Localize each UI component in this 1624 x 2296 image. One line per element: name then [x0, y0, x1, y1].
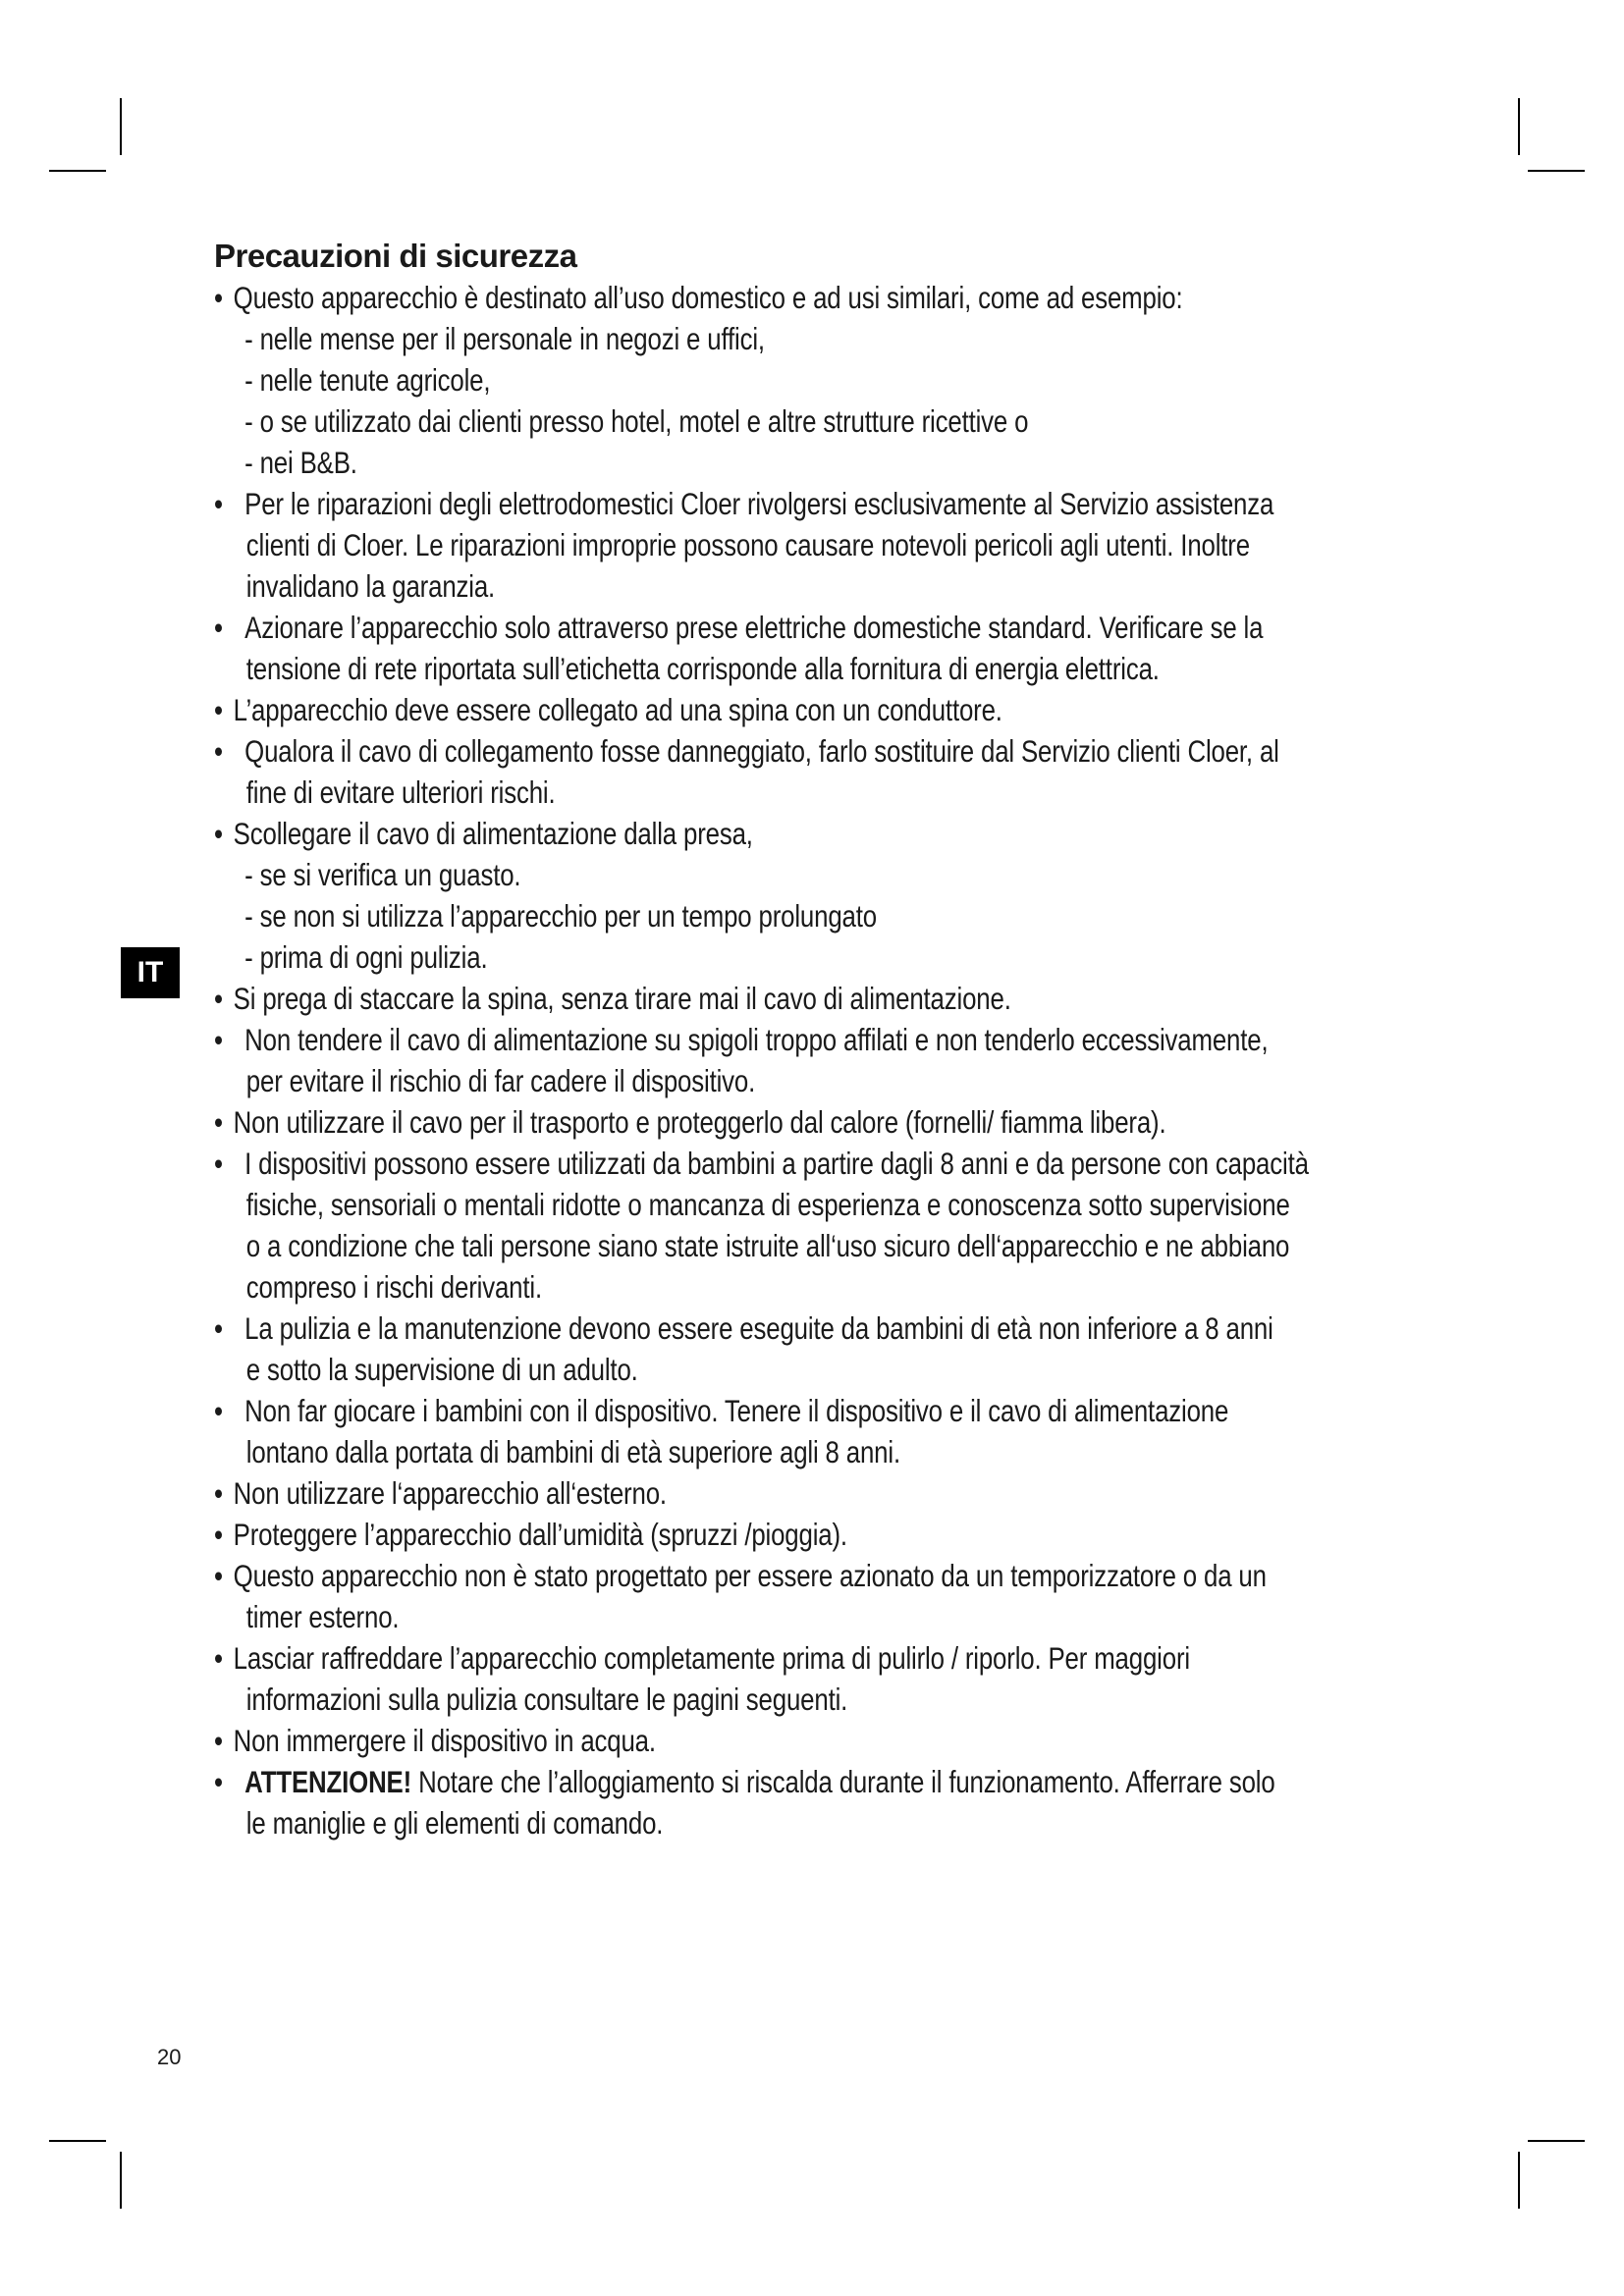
- bullet-line: • Per le riparazioni degli elettrodomestici Cloer rivolgersi esclusivamente al Servizio assistenza: [214, 486, 1274, 521]
- bullet-line: • Proteggere l’apparecchio dall’umidità (spruzzi /pioggia).: [214, 1517, 847, 1552]
- section-title: Precauzioni di sicurezza: [214, 238, 577, 274]
- safety-section: [214, 236, 1441, 1843]
- sub-item: - nei B&B.: [244, 445, 357, 480]
- sub-item: - prima di ogni pulizia.: [244, 939, 488, 975]
- warning-label: ATTENZIONE!: [244, 1764, 412, 1799]
- bullet-line: • Si prega di staccare la spina, senza tirare mai il cavo di alimentazione.: [214, 981, 1011, 1016]
- continuation-line: timer esterno.: [245, 1599, 400, 1634]
- continuation-line: invalidano la garanzia.: [245, 568, 496, 604]
- bullet-line: • I dispositivi possono essere utilizzati da bambini a partire dagli 8 anni e da persone con capacità: [214, 1146, 1309, 1181]
- crop-mark-top-left-h: [49, 170, 106, 172]
- bullet-line: • Azionare l’apparecchio solo attraverso prese elettriche domestiche standard. Verificare se la: [214, 610, 1264, 645]
- continuation-line: clienti di Cloer. Le riparazioni improprie possono causare notevoli pericoli agli utenti. Inoltre: [245, 527, 1250, 562]
- page-number: 20: [157, 2045, 182, 2069]
- continuation-line: lontano dalla portata di bambini di età superiore agli 8 anni.: [245, 1434, 900, 1469]
- bullet-line: • Non immergere il dispositivo in acqua.: [214, 1723, 656, 1758]
- bullet-line: • Lasciar raffreddare l’apparecchio completamente prima di pulirlo / riporlo. Per maggiori: [214, 1640, 1190, 1676]
- crop-mark-bottom-right-v: [1518, 2152, 1520, 2209]
- bullet-line-warning: • ATTENZIONE! Notare che l’alloggiamento si riscalda durante il funzionamento. Afferrare solo: [214, 1764, 1275, 1799]
- continuation-line: fisiche, sensoriali o mentali ridotte o mancanza di esperienza e conoscenza sotto supervisione: [245, 1187, 1290, 1222]
- crop-mark-top-left-v: [120, 98, 122, 155]
- crop-mark-top-right-v: [1518, 98, 1520, 155]
- continuation-line: informazioni sulla pulizia consultare le pagini seguenti.: [245, 1682, 848, 1717]
- bullet-line: • L’apparecchio deve essere collegato ad una spina con un conduttore.: [214, 692, 1002, 727]
- bullet-line: • La pulizia e la manutenzione devono essere eseguite da bambini di età non inferiore a 8 anni: [214, 1310, 1273, 1346]
- bullet-line: • Questo apparecchio non è stato progettato per essere azionato da un temporizzatore o da un: [214, 1558, 1267, 1593]
- continuation-line: e sotto la supervisione di un adulto.: [245, 1352, 638, 1387]
- sub-item: - nelle mense per il personale in negozi e uffici,: [244, 321, 765, 356]
- bullet-line: • Scollegare il cavo di alimentazione dalla presa,: [214, 816, 753, 851]
- continuation-line: per evitare il rischio di far cadere il dispositivo.: [245, 1063, 756, 1098]
- crop-mark-bottom-left-h: [49, 2140, 106, 2142]
- bullet-line: • Non tendere il cavo di alimentazione su spigoli troppo affilati e non tenderlo eccessivamente,: [214, 1022, 1269, 1057]
- bullet-line: • Non far giocare i bambini con il dispositivo. Tenere il dispositivo e il cavo di alimentazione: [214, 1393, 1229, 1428]
- bullet-line: • Non utilizzare l‘apparecchio all‘esterno.: [214, 1475, 667, 1511]
- sub-item: - nelle tenute agricole,: [244, 362, 491, 398]
- sub-item: - se non si utilizza l’apparecchio per un tempo prolungato: [244, 898, 877, 934]
- crop-mark-bottom-left-v: [120, 2152, 122, 2209]
- bullet-line: • Questo apparecchio è destinato all’uso domestico e ad usi similari, come ad esempio:: [214, 280, 1183, 315]
- sub-item: - se si verifica un guasto.: [244, 857, 521, 892]
- continuation-line: fine di evitare ulteriori rischi.: [245, 774, 556, 810]
- bullet-line: • Non utilizzare il cavo per il trasporto e proteggerlo dal calore (fornelli/ fiamma libera).: [214, 1104, 1166, 1140]
- bullet-line: • Qualora il cavo di collegamento fosse danneggiato, farlo sostituire dal Servizio clienti Cloer, al: [214, 733, 1279, 769]
- crop-mark-bottom-right-h: [1528, 2140, 1585, 2142]
- language-tab: IT: [121, 947, 180, 998]
- continuation-line: compreso i rischi derivanti.: [245, 1269, 542, 1305]
- continuation-line: le maniglie e gli elementi di comando.: [245, 1805, 664, 1841]
- continuation-line: o a condizione che tali persone siano state istruite all‘uso sicuro dell‘apparecchio e ne abbiano: [245, 1228, 1290, 1263]
- continuation-line: tensione di rete riportata sull’etichetta corrisponde alla fornitura di energia elettrica.: [245, 651, 1160, 686]
- sub-item: - o se utilizzato dai clienti presso hotel, motel e altre strutture ricettive o: [244, 403, 1029, 439]
- crop-mark-top-right-h: [1528, 170, 1585, 172]
